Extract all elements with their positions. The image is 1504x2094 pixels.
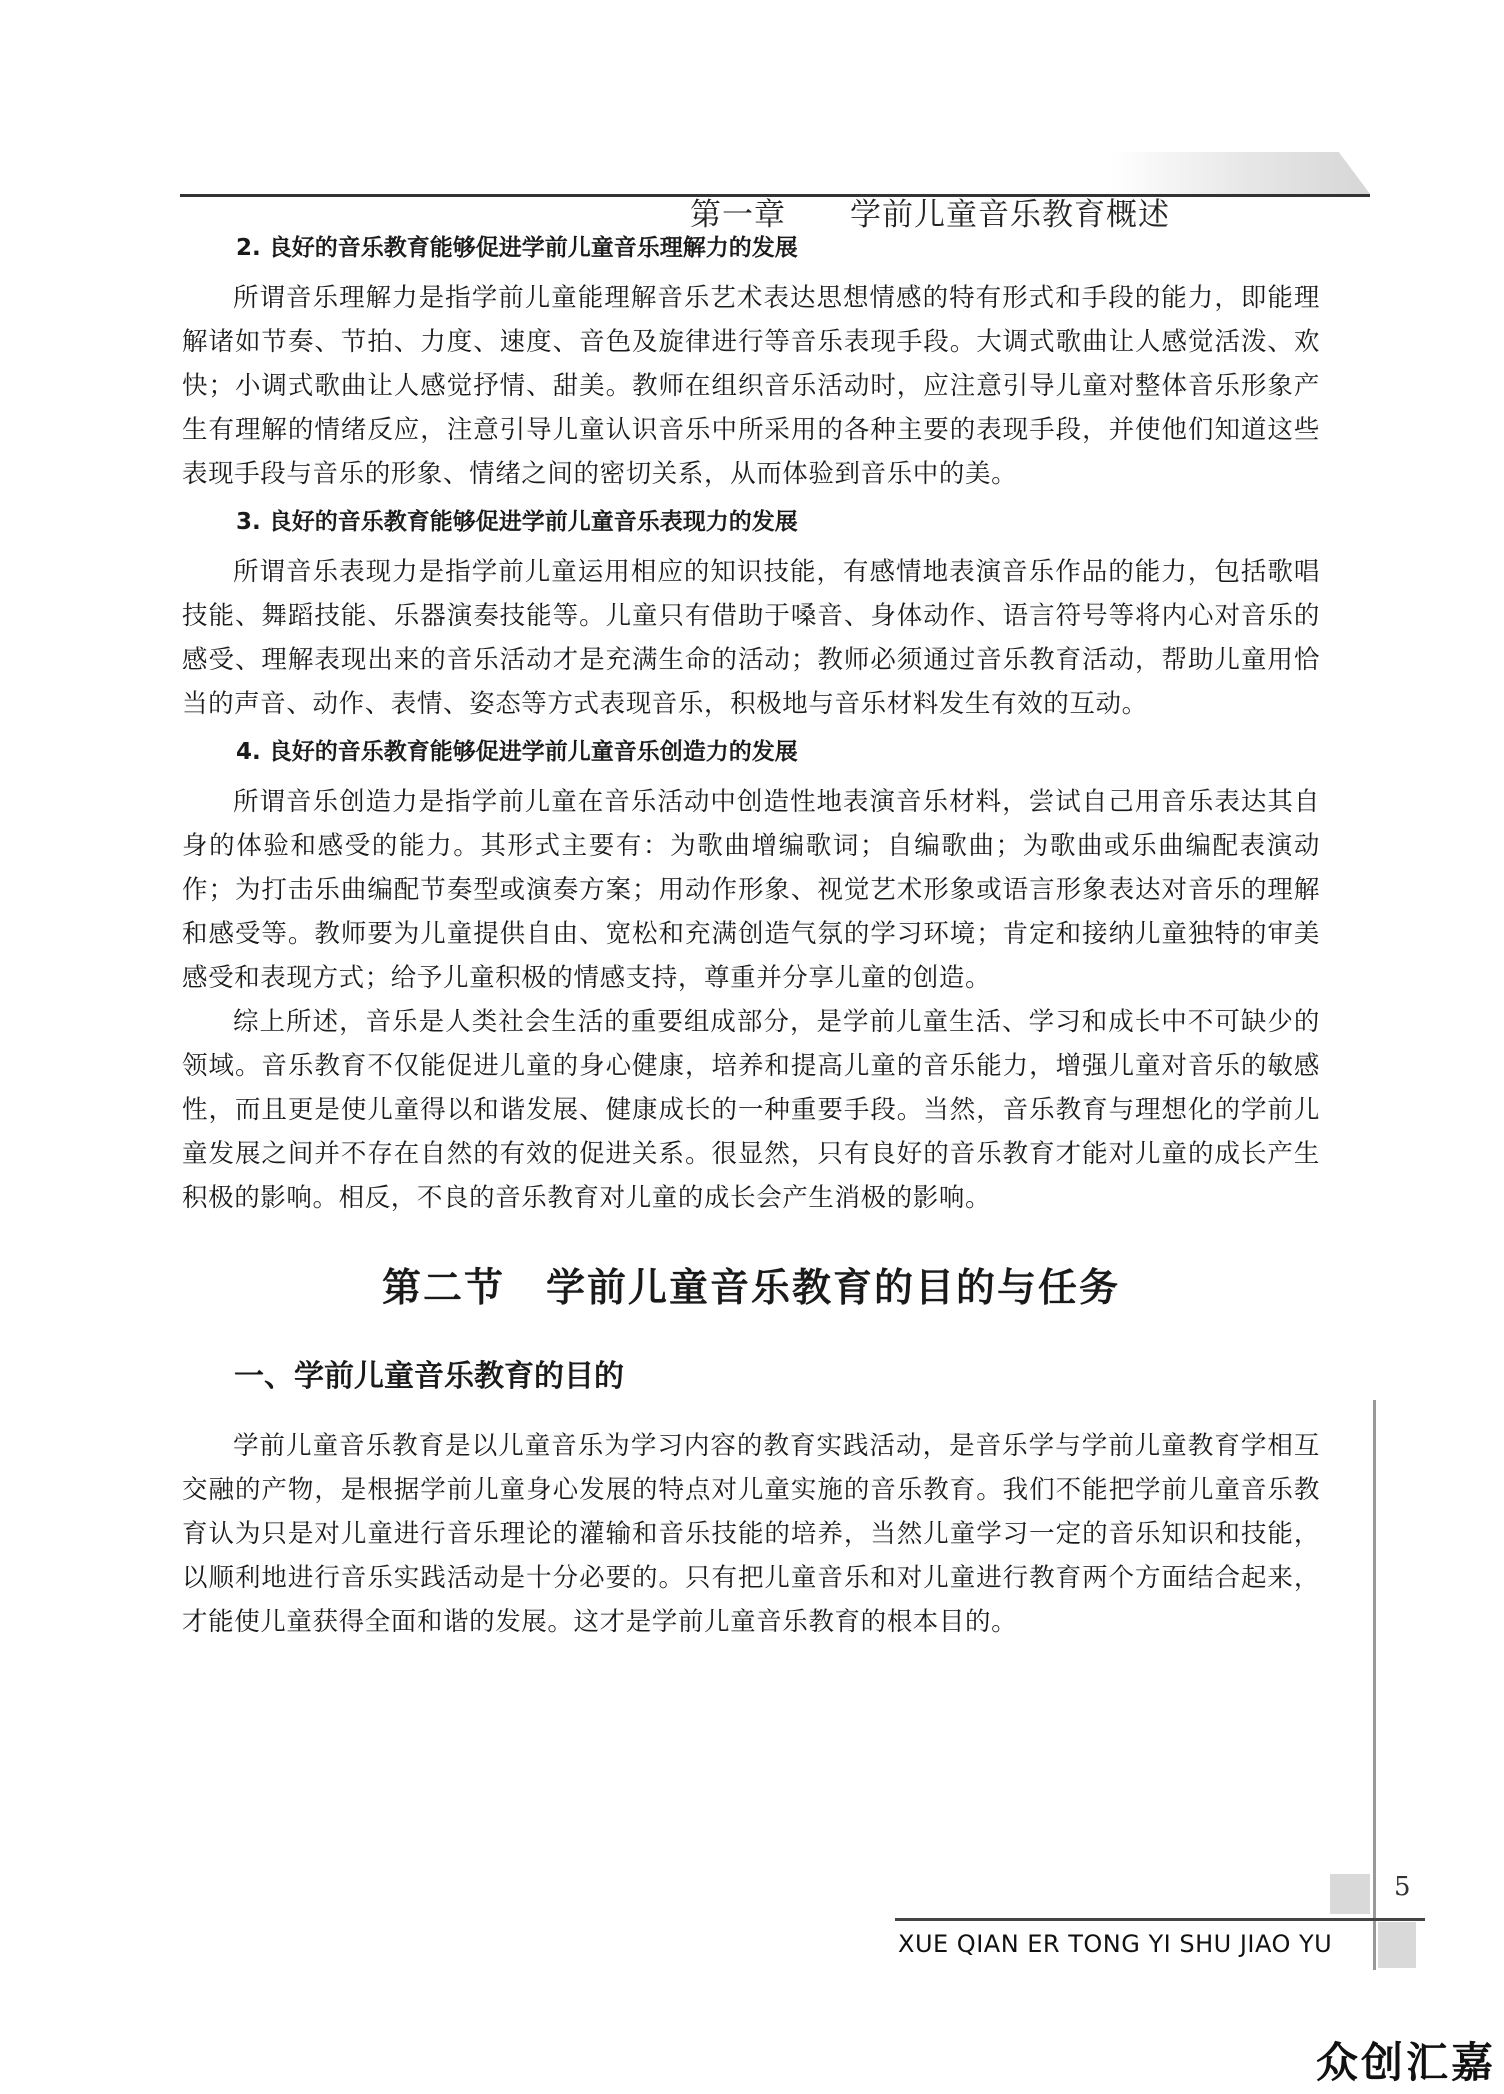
subhead-expression: 3. 良好的音乐教育能够促进学前儿童音乐表现力的发展 (236, 509, 798, 535)
heading-purpose: 一、学前儿童音乐教育的目的 (234, 1359, 624, 1394)
paragraph: 所谓音乐理解力是指学前儿童能理解音乐艺术表达思想情感的特有形式和手段的能力，即能理解诸如节奏、节拍、力度、速度、音色及旋律进行等音乐表现手段。大调式歌曲让人感觉活泼、欢快；小调式歌曲让人感觉抒情、甜美。教师在组织音乐活动时，应注意引导儿童对整体音乐形象产生有理解的情绪反应，注意引导儿童认识音乐中所采用的各种主要的表现手段，并使他们知道这些表现手段与音乐的形象、情绪之间的密切关系，从而体验到音乐中的美。 (182, 283, 1320, 489)
running-header (180, 152, 1370, 233)
page-number-box (1330, 1874, 1370, 1914)
paragraph-summary: 综上所述，音乐是人类社会生活的重要组成部分，是学前儿童生活、学习和成长中不可缺少的领域。音乐教育不仅能促进儿童的身心健康，培养和提高儿童的音乐能力，增强儿童对音乐的敏感性，而且更是使儿童得以和谐发展、健康成长的一种重要手段。当然，音乐教育与理想化的学前儿童发展之间并不存在自然的有效的促进关系。很显然，只有良好的音乐教育才能对儿童的成长产生积极的影响。相反，不良的音乐教育对儿童的成长会产生消极的影响。 (182, 1007, 1320, 1213)
watermark-logo: 众创汇嘉 (1315, 2038, 1496, 2087)
chapter-title: 学前儿童音乐教育概述 (850, 197, 1170, 233)
running-footer-title: XUE QIAN ER TONG YI SHU JIAO YU (898, 1930, 1333, 1958)
section-title: 第二节 学前儿童音乐教育的目的与任务 (381, 1265, 1120, 1311)
footer-rule (895, 1918, 1425, 1921)
footer-box (1378, 1922, 1416, 1968)
page-content (182, 222, 1320, 1644)
subhead-understanding: 2. 良好的音乐教育能够促进学前儿童音乐理解力的发展 (236, 235, 798, 261)
paragraph: 学前儿童音乐教育是以儿童音乐为学习内容的教育实践活动，是音乐学与学前儿童教育学相互交融的产物，是根据学前儿童身心发展的特点对儿童实施的音乐教育。我们不能把学前儿童音乐教育认为只是对儿童进行音乐理论的灌输和音乐技能的培养，当然儿童学习一定的音乐知识和技能，以顺利地进行音乐实践活动是十分必要的。只有把儿童音乐和对儿童进行教育两个方面结合起来，才能使儿童获得全面和谐的发展。这才是学前儿童音乐教育的根本目的。 (182, 1431, 1320, 1637)
header-rule (180, 194, 1370, 197)
page-number: 5 (1394, 1872, 1411, 1902)
side-rule (1373, 1400, 1376, 1970)
chapter-label: 第一章 (690, 197, 786, 233)
subhead-creativity: 4. 良好的音乐教育能够促进学前儿童音乐创造力的发展 (236, 739, 798, 765)
header-title (647, 152, 1170, 233)
paragraph: 所谓音乐表现力是指学前儿童运用相应的知识技能，有感情地表演音乐作品的能力，包括歌唱技能、舞蹈技能、乐器演奏技能等。儿童只有借助于嗓音、身体动作、语言符号等将内心对音乐的感受、理解表现出来的音乐活动才是充满生命的活动；教师必须通过音乐教育活动，帮助儿童用恰当的声音、动作、表情、姿态等方式表现音乐，积极地与音乐材料发生有效的互动。 (182, 557, 1320, 719)
paragraph: 所谓音乐创造力是指学前儿童在音乐活动中创造性地表演音乐材料，尝试自己用音乐表达其自身的体验和感受的能力。其形式主要有：为歌曲增编歌词；自编歌曲；为歌曲或乐曲编配表演动作；为打击乐曲编配节奏型或演奏方案；用动作形象、视觉艺术形象或语言形象表达对音乐的理解和感受等。教师要为儿童提供自由、宽松和充满创造气氛的学习环境；肯定和接纳儿童独特的审美感受和表现方式；给予儿童积极的情感支持，尊重并分享儿童的创造。 (182, 787, 1320, 993)
